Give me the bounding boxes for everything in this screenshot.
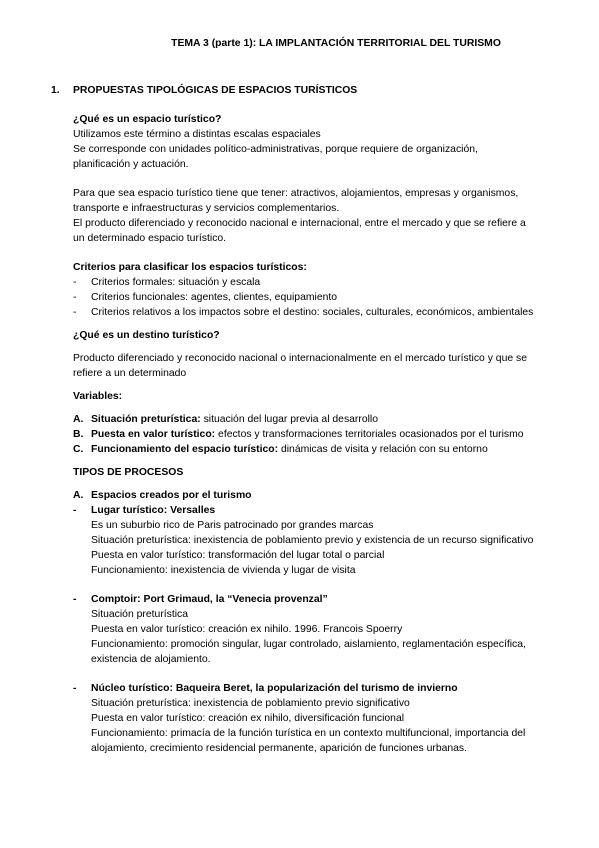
process-line: Es un suburbio rico de Paris patrocinado por grandes marcas <box>91 520 374 531</box>
item-term: Situación preturística: <box>91 414 201 425</box>
paragraph-line: Se corresponde con unidades político-administrativas, porque requiere de organización, <box>73 144 478 155</box>
list-item: - Criterios formales: situación y escala <box>73 275 561 290</box>
question-heading-destino: ¿Qué es un destino turístico? <box>73 330 220 341</box>
section-title: PROPUESTAS TIPOLÓGICAS DE ESPACIOS TURÍSTICOS <box>73 85 358 96</box>
item-term: Puesta en valor turístico: <box>91 429 216 440</box>
paragraph-line: refiere a un determinado <box>73 368 187 379</box>
item-letter: A. <box>73 490 84 501</box>
subsection-heading <box>73 488 561 503</box>
process-line: existencia de alojamiento. <box>91 654 211 665</box>
process-line: Funcionamiento: promoción singular, lugar controlado, aislamiento, reglamentación específica, <box>91 639 526 650</box>
variable-item <box>73 427 561 442</box>
process-line: Puesta en valor turístico: transformación del lugar total o parcial <box>91 550 385 561</box>
paragraph-line: planificación y actuación. <box>73 159 189 170</box>
section-heading <box>51 83 561 98</box>
variable-item <box>73 442 561 457</box>
process-item-heading: - Núcleo turístico: Baqueira Beret, la popularización del turismo de invierno <box>73 681 561 696</box>
paragraph-line: El producto diferenciado y reconocido nacional e internacional, entre el mercado y que se refiere a <box>73 218 526 229</box>
paragraph-line: transporte e infraestructuras y servicios complementarios. <box>73 203 340 214</box>
process-line: Funcionamiento: inexistencia de vivienda y lugar de visita <box>91 565 356 576</box>
process-line: Situación preturística: inexistencia de poblamiento previo significativo <box>91 698 410 709</box>
process-line: Situación preturística <box>91 609 189 620</box>
item-description: efectos y transformaciones territoriales ocasionados por el turismo <box>215 429 524 440</box>
variables-heading: Variables: <box>73 391 123 402</box>
paragraph-line: un determinado espacio turístico. <box>73 233 227 244</box>
item-description: situación del lugar previa al desarrollo <box>200 414 379 425</box>
item-letter: A. <box>73 414 84 425</box>
list-item: - Criterios funcionales: agentes, clientes, equipamiento <box>73 290 561 305</box>
item-letter: C. <box>73 444 84 455</box>
process-line: alojamiento, crecimiento residencial permanente, aparición de funciones urbanas. <box>91 743 468 754</box>
process-item-heading: - Comptoir: Port Grimaud, la “Venecia provenzal” <box>73 592 561 607</box>
section-number: 1. <box>51 85 60 96</box>
document-title: TEMA 3 (parte 1): LA IMPLANTACIÓN TERRITORIAL DEL TURISMO <box>171 38 501 49</box>
tipos-heading: TIPOS DE PROCESOS <box>73 467 184 478</box>
item-description: dinámicas de visita y relación con su entorno <box>278 444 488 455</box>
paragraph-line: Utilizamos este término a distintas escalas espaciales <box>73 129 321 140</box>
variable-item <box>73 412 561 427</box>
criterios-heading: Criterios para clasificar los espacios turísticos: <box>73 262 307 273</box>
question-heading-espacio: ¿Qué es un espacio turístico? <box>73 114 222 125</box>
process-line: Puesta en valor turístico: creación ex nihilo. 1996. Francois Spoerry <box>91 624 403 635</box>
subsection-label: Espacios creados por el turismo <box>91 490 252 501</box>
item-letter: B. <box>73 429 84 440</box>
paragraph-line: Producto diferenciado y reconocido nacional o internacionalmente en el mercado turístico y que se <box>73 353 527 364</box>
item-term: Funcionamiento del espacio turístico: <box>91 444 279 455</box>
process-line: Situación preturística: inexistencia de poblamiento previo y existencia de un recurso significativo <box>91 535 534 546</box>
paragraph-line: Para que sea espacio turístico tiene que tener: atractivos, alojamientos, empresas y organismos, <box>73 188 519 199</box>
process-line: Puesta en valor turístico: creación ex nihilo, diversificación funcional <box>91 713 405 724</box>
process-item-heading: - Lugar turístico: Versalles <box>73 503 561 518</box>
list-item: - Criterios relativos a los impactos sobre el destino: sociales, culturales, económicos, ambientales <box>73 305 561 320</box>
process-line: Funcionamiento: primacía de la función turística en un contexto multifuncional, importancia del <box>91 728 526 739</box>
